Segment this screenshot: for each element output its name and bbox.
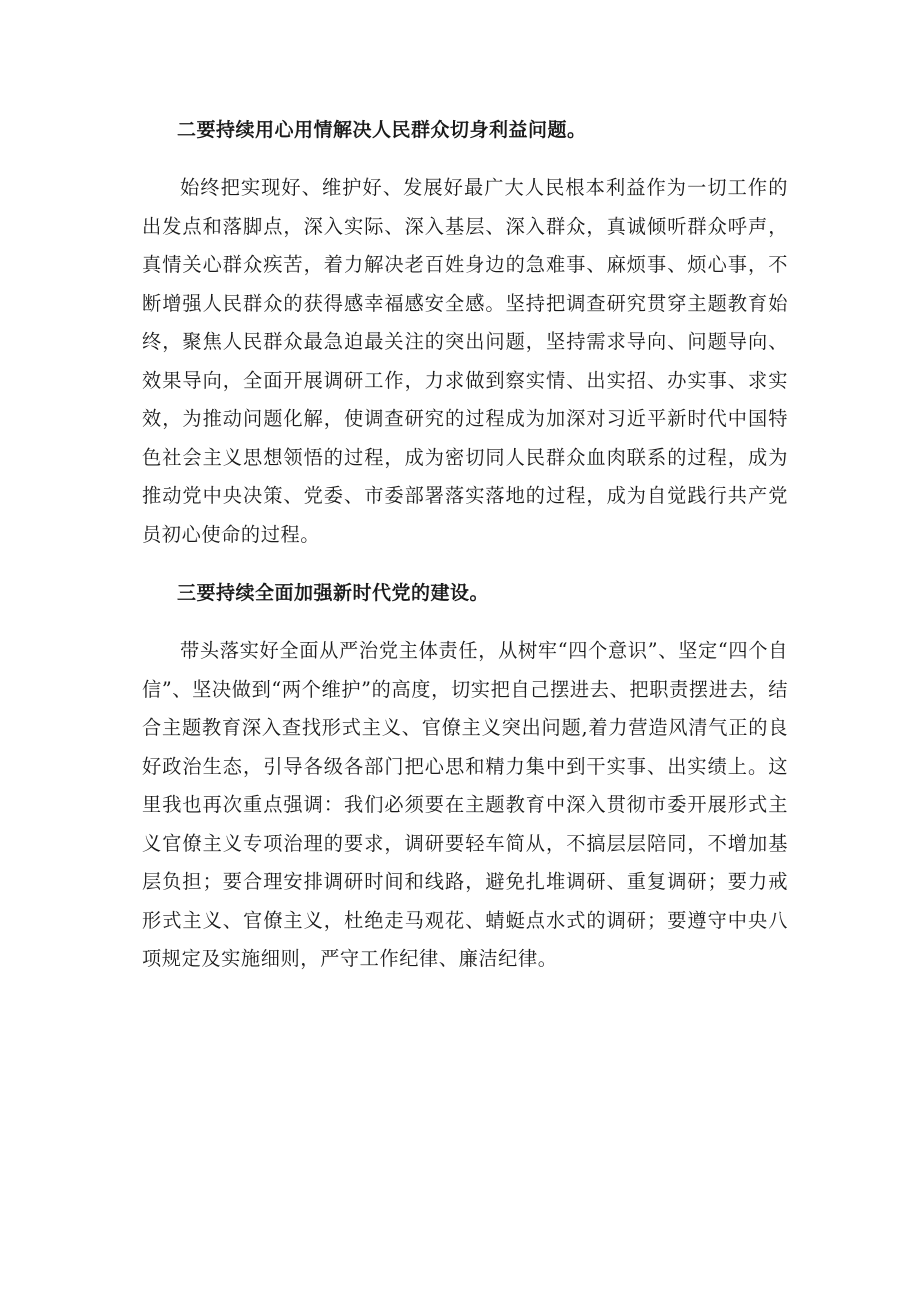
section-heading-3: 三要持续全面加强新时代党的建设。 — [177, 582, 490, 604]
section-paragraph-3: 带头落实好全面从严治党主体责任，从树牢“四个意识”、坚定“四个自信”、坚决做到“两个维护”的高度，切实把自己摆进去、把职责摆进去，结合主题教育深入查找形式主义、官僚主义突出问题,着力营造风清气正的良好政治生态，引导各级各部门把心思和精力集中到干实事、出实绩上。这里我也再次重点强调：我们必须要在主题教育中深入贯彻市委开展形式主义官僚主义专项治理的要求，调研要轻车简从，不搞层层陪同，不增加基层负担；要合理安排调研时间和线路，避免扎堆调研、重复调研；要力戒形式主义、官僚主义，杜绝走马观花、蜻蜓点水式的调研；要遵守中央八项规定及实施细则，严守工作纪律、廉洁纪律。 — [142, 639, 788, 970]
section-paragraph-2: 始终把实现好、维护好、发展好最广大人民根本利益作为一切工作的出发点和落脚点，深入实际、深入基层、深入群众，真诚倾听群众呼声，真情关心群众疾苦，着力解决老百姓身边的急难事、麻烦事、烦心事，不断增强人民群众的获得感幸福感安全感。坚持把调查研究贯穿主题教育始终，聚焦人民群众最急迫最关注的突出问题，坚持需求导向、问题导向、效果导向，全面开展调研工作，力求做到察实情、出实招、办实事、求实效，为推动问题化解，使调查研究的过程成为加深对习近平新时代中国特色社会主义思想领悟的过程，成为密切同人民群众血肉联系的过程，成为推动党中央决策、党委、市委部署落实落地的过程，成为自觉践行共产党员初心使命的过程。 — [142, 176, 788, 546]
section-heading-2: 二要持续用心用情解决人民群众切身利益问题。 — [177, 119, 587, 141]
